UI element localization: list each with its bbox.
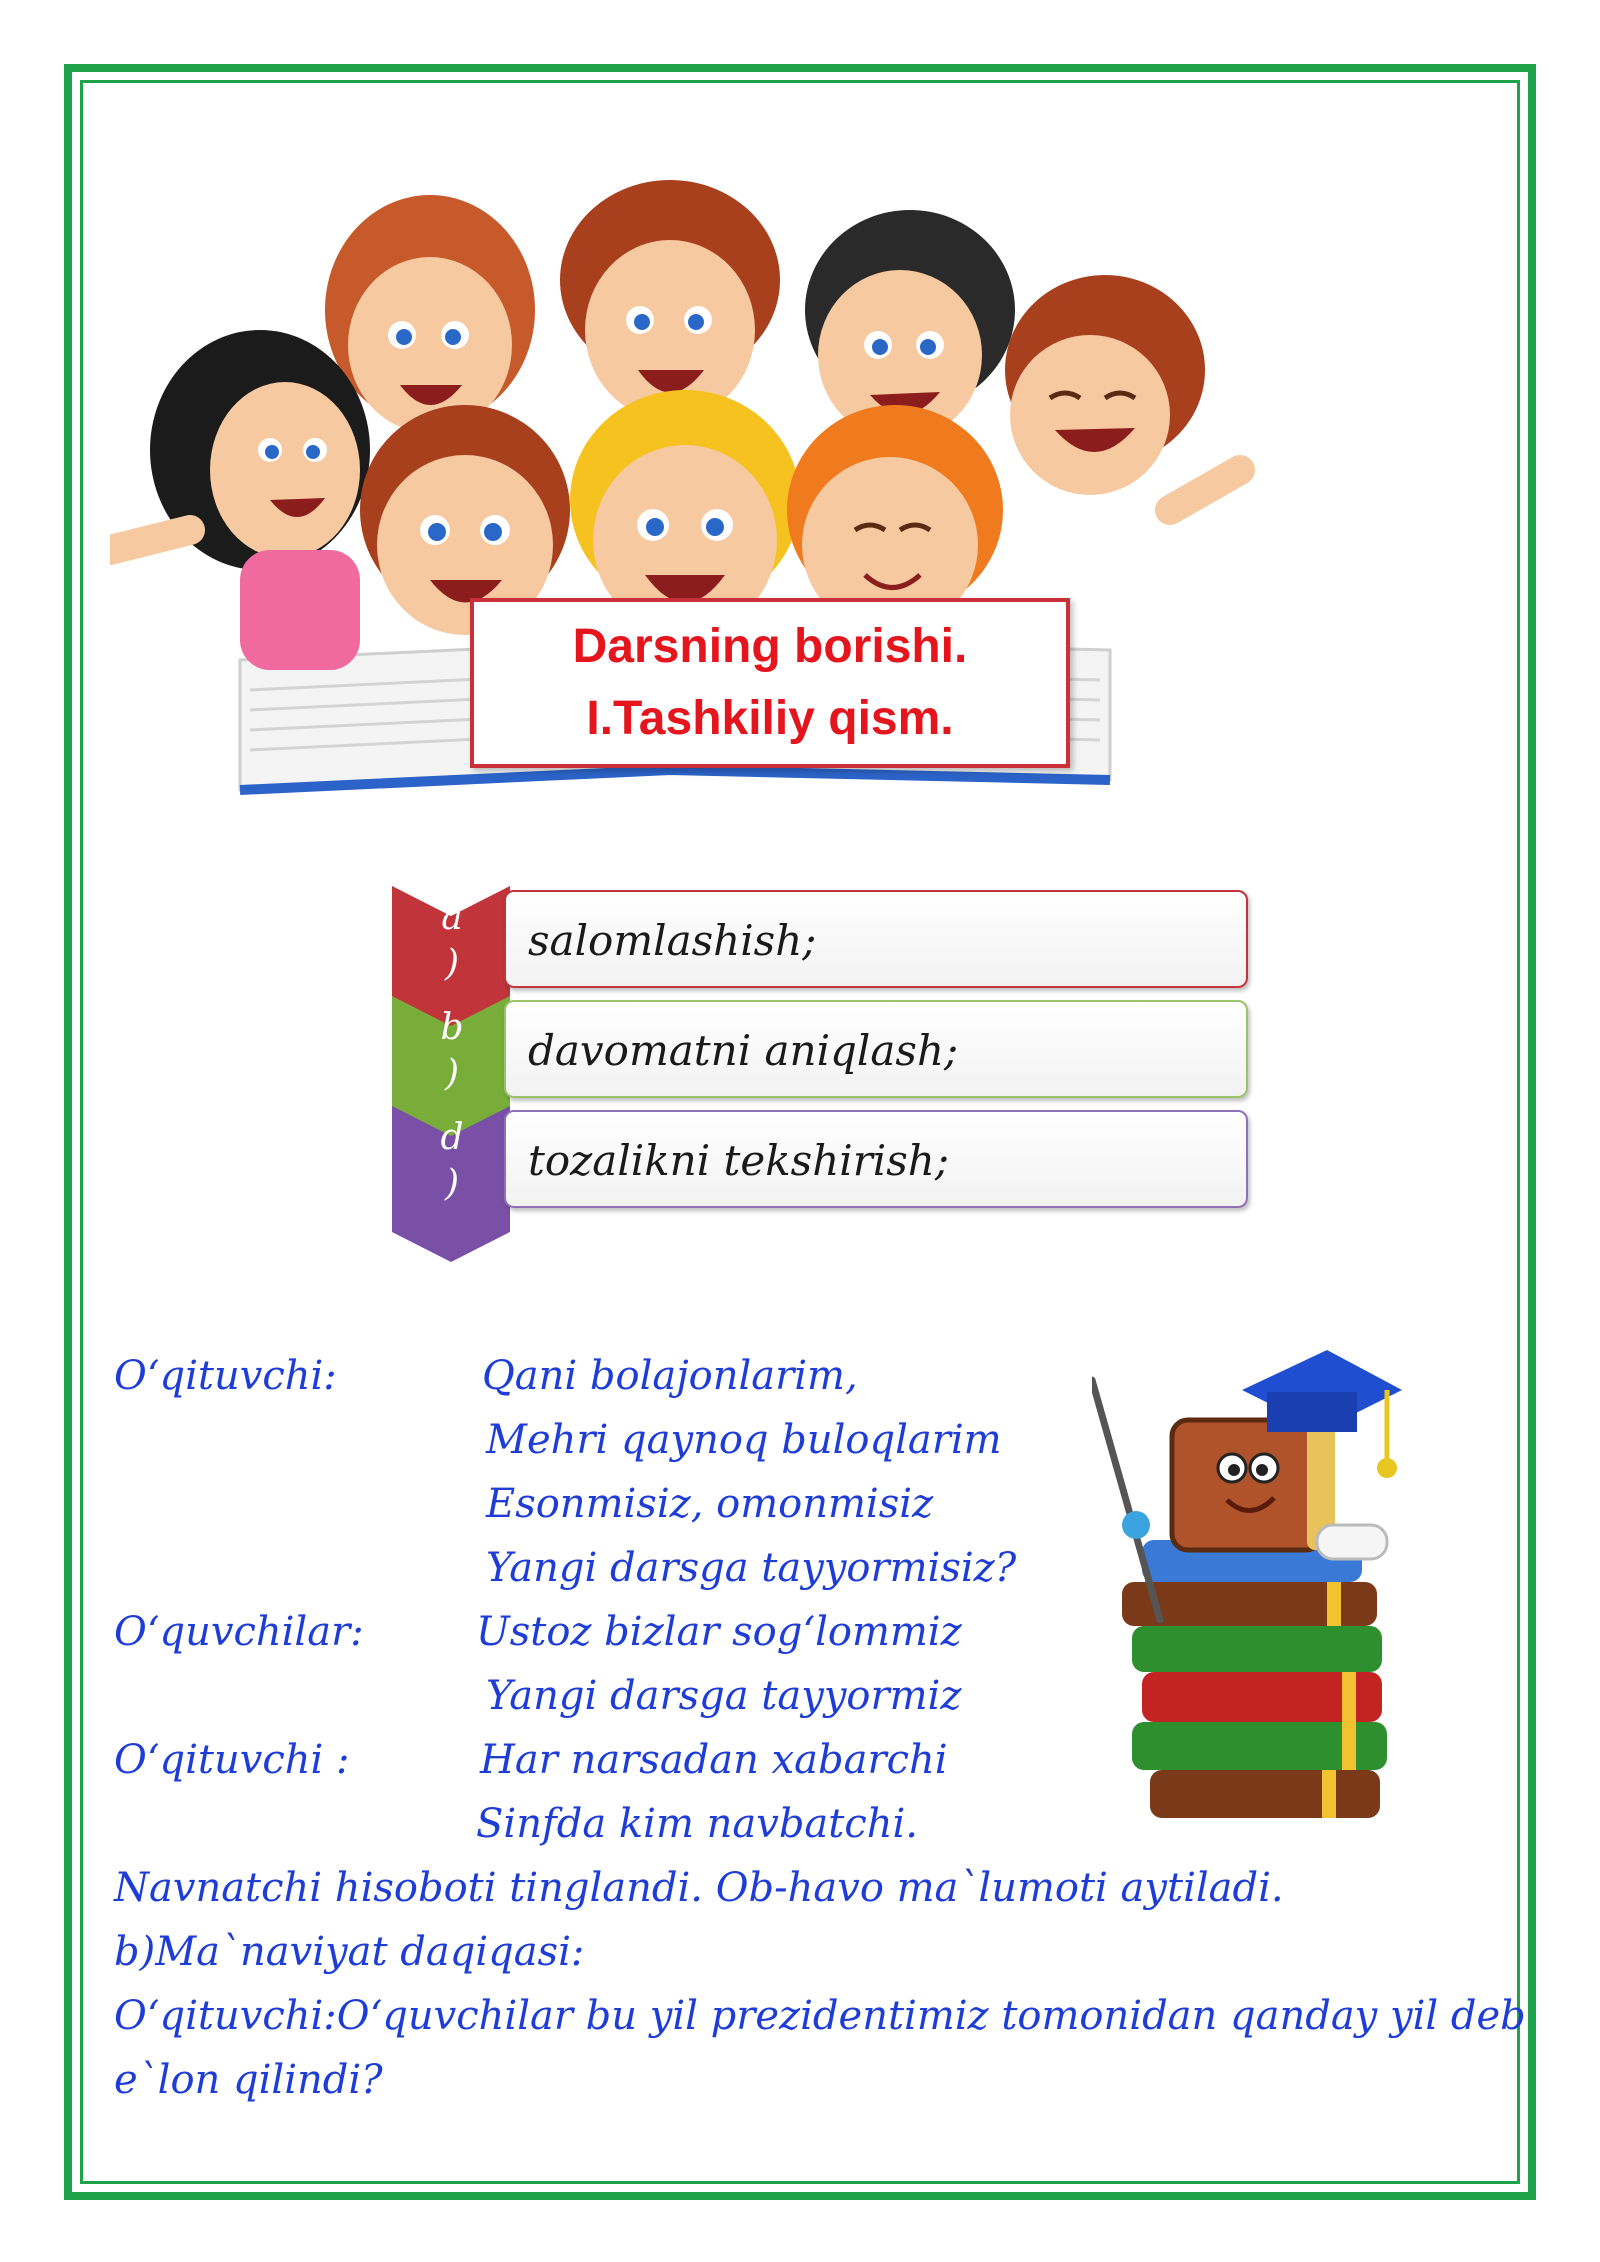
step-paren-d: ) [444,1163,460,1204]
verse-line: Qani bolajonlarim, [482,1353,858,1399]
step-text-a: salomlashish; [504,890,1248,988]
paragraph-duty-report: Navnatchi hisoboti tinglandi. Ob-havo ma`lumoti aytiladi. [114,1865,1284,1911]
verse-line: Sinfda kim navbatchi. [476,1801,919,1847]
step-paren-b: ) [444,1053,460,1094]
verse-line: Ustoz bizlar sog‘lommiz [476,1609,962,1655]
verse-line: Yangi darsga tayyormiz [486,1673,962,1719]
step-text-b: davomatni aniqlash; [504,1000,1248,1098]
paragraph-question-end: e`lon qilindi? [114,2057,383,2103]
step-item-b [392,996,1258,1106]
speaker-teacher-2: O‘qituvchi : [114,1737,350,1783]
step-paren-a: ) [444,943,460,984]
lesson-title-line2: I.Tashkiliy qism. [586,692,954,745]
verse-line: Har narsadan xabarchi [480,1737,948,1783]
step-item-a [392,886,1258,996]
speaker-teacher-1: O‘qituvchi: [114,1353,337,1399]
verse-line: Mehri qaynoq buloqlarim [486,1417,1002,1463]
step-letter-a: a [441,897,463,938]
step-item-d [392,1106,1258,1216]
lesson-title-line1: Darsning borishi. [572,620,968,673]
step-letter-d: d [440,1117,464,1158]
verse-line: Esonmisiz, omonmisiz [486,1481,934,1527]
step-text-d: tozalikni tekshirish; [504,1110,1248,1208]
book-stack-illustration [1092,1350,1422,1840]
paragraph-question: O‘qituvchi:O‘quvchilar bu yil prezidentimiz tomonidan qanday yil deb [114,1993,1526,2039]
lesson-title-box [470,598,1070,768]
speaker-pupils: O‘quvchilar: [114,1609,364,1655]
paragraph-spirituality-minute: b)Ma`naviyat daqiqasi: [114,1929,585,1975]
step-letter-b: b [440,1007,464,1048]
verse-line: Yangi darsga tayyormisiz? [486,1545,1017,1591]
